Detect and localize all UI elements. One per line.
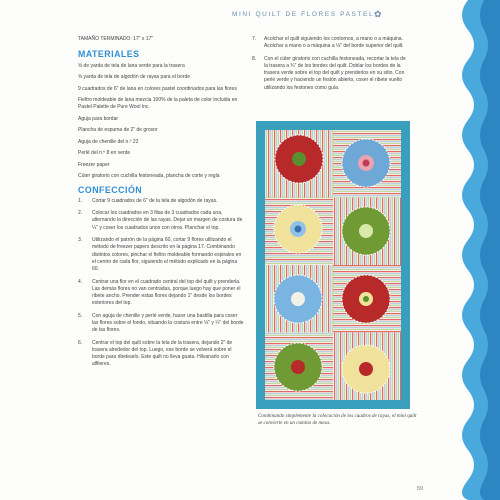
- steps-list-continued: [252, 36, 410, 92]
- flower-green-2: [274, 343, 322, 391]
- step-number: 5.: [78, 312, 83, 319]
- material-item: Aguja de chenille del n.º 22: [78, 138, 139, 145]
- step-number: 2.: [78, 210, 83, 217]
- step-item: [78, 237, 244, 273]
- step-text: Centrar el top del quilt sobre la tela de la trasera, dejando 2" de trasera alrededor del top. Luego, ese borde se volverá sobre el borde para ribetearlo. Este quilt no lleva guata. Hilvanarlo con alfileres.: [92, 339, 233, 368]
- step-text: Centrar una flor en el cuadrado central del top del quilt y prenderla. Las demás flores no van centradas, porque luego hay que poner el ribete ancho. Prender estas flores dejando 1" desde los bordes exteriores del top.: [92, 278, 241, 307]
- material-item: Cúter giratorio con cuchilla festoneada, plancha de corte y regla: [78, 173, 220, 180]
- step-text: Acolchar el quilt siguiendo los contornos, a mano o a máquina. Acolchar a mano o a máquina a ⅛" del borde superior del quilt.: [264, 36, 404, 50]
- steps-list: [78, 198, 244, 369]
- material-item: Fieltro moldeable de lana mezcla 100% de la paleta de color incluida en Pastel Palette de Pure Wool Inc.: [78, 97, 238, 111]
- step-item: [78, 210, 244, 232]
- step-text: Con el cúter giratorio con cuchilla festoneada, recortar la tela de la trasera a ¾" de los bordes del quilt. Doblar los bordes de la trasera verde sobre el top del quilt y prenderlos en su sitio. Con perlé verde y haciendo un festón abierto, coser el ribete vuelto utilizando los festones como guía.: [264, 55, 406, 91]
- flower-icon: ✿: [374, 9, 382, 19]
- step-item: [78, 279, 244, 308]
- step-number: 7.: [252, 36, 257, 42]
- step-text: Utilizando el patrón de la página 60, cortar 9 flores utilizando el método de freezer papers descrito en la página 17. Combinando distintos colores, pinchar el fieltro moldeable formando espirales en el centro de cada flor, siguiendo el método explicado en la página 60.: [92, 237, 242, 273]
- step-text: Colocar los cuadrados en 3 filas de 3 cuadrados cada una, alternando la dirección de las rayas. Dejar un margen de costura de ¼" y coser los cuadrados unos con otros. Planchar el top.: [92, 210, 243, 231]
- material-item: Aguja para bordar: [78, 115, 119, 122]
- wavy-border-decoration: [438, 0, 500, 500]
- running-header: MINI QUILT DE FLORES PASTEL: [232, 11, 375, 18]
- left-column: [78, 36, 244, 374]
- step-text: Con aguja de chenille y perlé verde, hacer una bastilla para coser las flores sobre el fondo, situando la costura entre ⅛" y ¼" del borde de las flores.: [92, 312, 244, 334]
- step-item: [78, 198, 244, 205]
- step-item: [78, 340, 244, 369]
- materials-heading: MATERIALES: [78, 49, 140, 60]
- flower-red-2: [342, 275, 390, 323]
- flower-blue: [342, 139, 390, 187]
- flower-yellow-2: [342, 345, 390, 393]
- quilt-photo: [256, 121, 410, 409]
- step-number: 1.: [78, 197, 83, 204]
- confeccion-heading: CONFECCIÓN: [78, 184, 143, 195]
- step-number: 8.: [252, 55, 257, 62]
- step-item: [252, 36, 410, 51]
- material-item: Freezer paper: [78, 161, 110, 168]
- step-number: 4.: [78, 278, 83, 285]
- step-item: [252, 56, 410, 92]
- flower-red: [275, 135, 323, 183]
- flower-green: [342, 207, 390, 255]
- material-item: ⅝ yarda de tela de algodón de rayas para el borde: [78, 74, 191, 81]
- flower-yellow: [274, 205, 322, 253]
- step-item: [78, 313, 244, 335]
- material-item: Perlé del n.º 8 en verde: [78, 150, 131, 157]
- step-number: 3.: [78, 237, 83, 244]
- finished-size: TAMAÑO TERMINADO: 17" x 17": [78, 36, 154, 42]
- flower-lightblue: [274, 275, 322, 323]
- right-column: [252, 36, 410, 97]
- photo-caption: Combinando simplemente la colocación de los cuadros de rayas, el mini quilt se convierte en un camino de mesa.: [258, 413, 417, 426]
- step-text: Cortar 9 cuadrados de 6" de la tela de algodón de rayas.: [92, 197, 218, 204]
- material-item: ⅝ de yarda de tela de lana verde para la trasera: [78, 62, 185, 69]
- page-number: 59: [417, 486, 424, 492]
- material-item: Plancha de espuma de 2" de grosor: [78, 127, 158, 134]
- material-item: 9 cuadrados de 6" de lana en colores pastel coordinados para las flores: [78, 85, 237, 92]
- step-number: 6.: [78, 339, 83, 346]
